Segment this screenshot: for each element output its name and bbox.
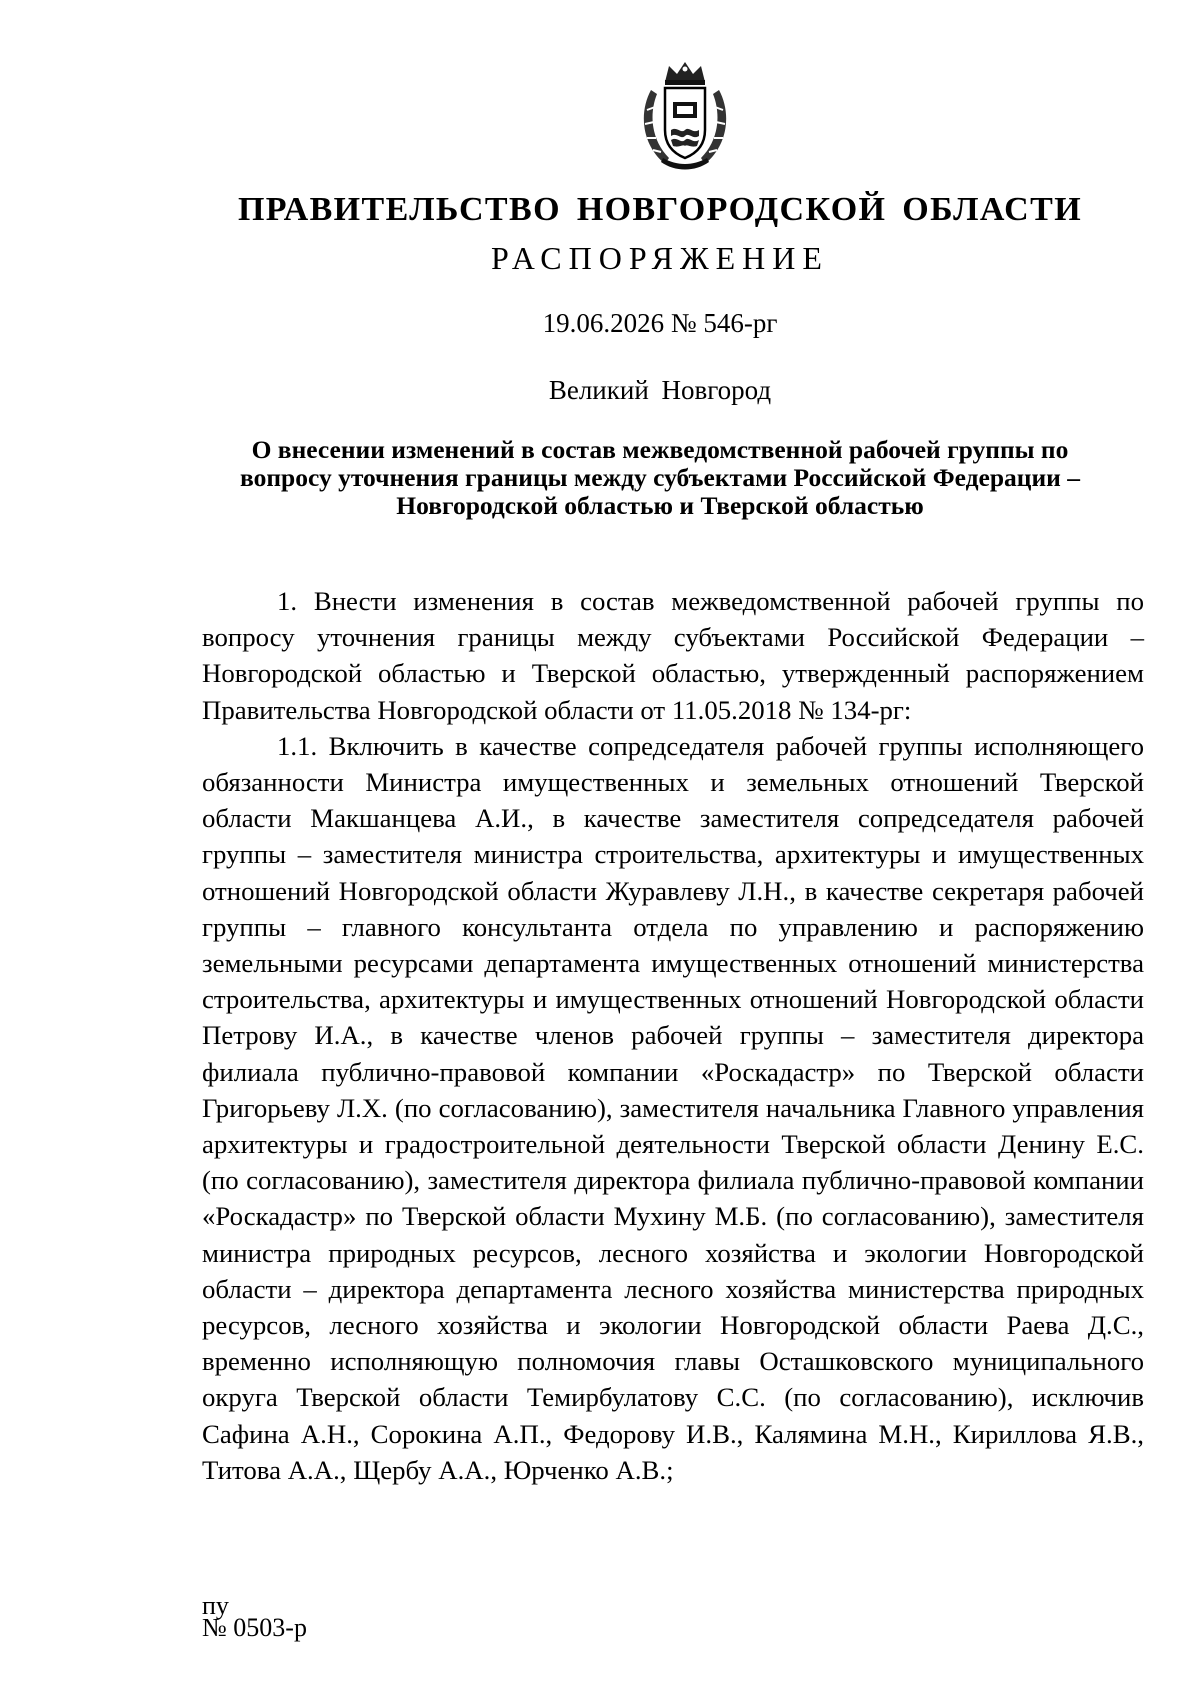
body-paragraph: 1.1. Включить в качестве сопредседателя рабочей группы исполняющего обязанности Министра имущественных и земельных отношений Тверской области Макшанцева А.И., в качестве заместителя сопредседателя рабочей группы – заместителя министра строительства, архитектуры и имущественных отношений Новгородской области Журавлеву Л.Н., в качестве секретаря рабочей группы – главного консультанта отдела по управлению и распоряжению земельными ресурсами департамента имущественных отношений министерства строительства, архитектуры и имущественных отношений Новгородской области Петрову И.А., в качестве членов рабочей группы – заместителя директора филиала публично-правовой компании «Роскадастр» по Тверской области Григорьеву Л.Х. (по согласованию), заместителя начальника Главного управления архитектуры и градостроительной деятельности Тверской области Денину Е.С. (по согласованию), заместителя директора филиала публично-правовой компании «Роскадастр» по Тверской области Мухину М.Б. (по согласованию), заместителя министра природных ресурсов, лесного хозяйства и экологии Новгородской области – директора департамента лесного хозяйства министерства природных ресурсов, лесного хозяйства и экологии Новгородской области Раева Д.С., временно исполняющую полномочия главы Осташковского муниципального округа Тверской области Темирбулатову С.С. (по согласованию), исключив Сафина А.Н., Сорокина А.П., Федорову И.В., Калямина М.Н., Кириллова Я.В., Титова А.А., Щербу А.А., Юрченко А.В.; (202, 730, 1144, 1485)
subject-line: О внесении изменений в состав межведомственной рабочей группы по (251, 435, 1069, 464)
document-place: Великий Новгород (548, 375, 772, 405)
footer-number: № 0503-р (202, 1613, 307, 1642)
subject-line: Новгородской областью и Тверской областью (396, 491, 924, 520)
document-body (202, 583, 1144, 1488)
subject-line: вопросу уточнения границы между субъектами Российской Федерации – (240, 463, 1080, 492)
government-title: ПРАВИТЕЛЬСТВО НОВГОРОДСКОЙ ОБЛАСТИ (237, 191, 1083, 228)
document-type: РАСПОРЯЖЕНИЕ (491, 240, 829, 276)
document-subject (180, 436, 1140, 520)
footer-initials: пу (202, 1591, 229, 1620)
body-paragraph: 1. Внести изменения в состав межведомственной рабочей группы по вопросу уточнения границы между субъектами Российской Федерации – Новгородской областью и Тверской областью, утвержденный распоряжением Правительства Новгородской области от 11.05.2018 № 134-рг: (202, 586, 1144, 725)
document-date-number: 19.06.2026 № 546-рг (542, 308, 778, 338)
footer-note (202, 1591, 307, 1642)
coat-of-arms-icon (635, 60, 735, 172)
